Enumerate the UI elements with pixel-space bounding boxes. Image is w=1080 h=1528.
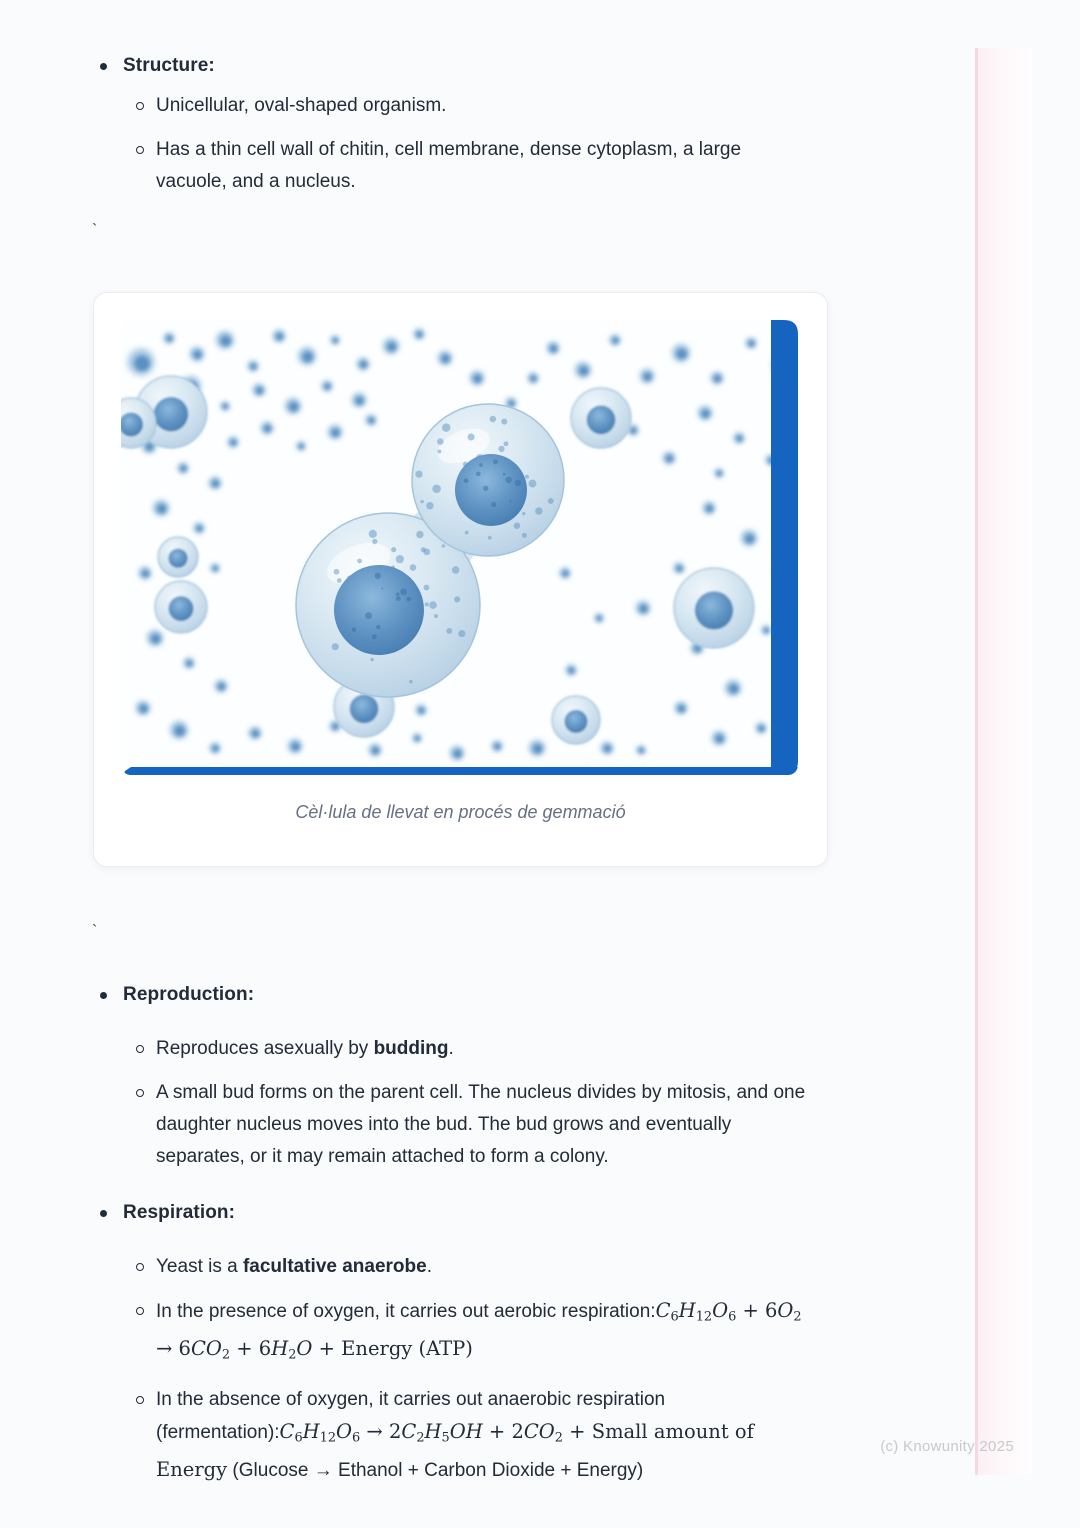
list-item xyxy=(136,90,828,122)
structure-heading: Structure: xyxy=(123,55,215,76)
structure-heading-row xyxy=(100,50,828,82)
reproduction-heading-row xyxy=(100,979,828,1011)
copyright-watermark: (c) Knowunity 2025 xyxy=(880,1438,1014,1455)
structure-list xyxy=(136,90,828,198)
circle-bullet-icon xyxy=(136,1263,144,1271)
respiration-heading-row xyxy=(100,1197,828,1229)
yeast-figure-svg xyxy=(121,320,798,775)
reproduction-heading: Reproduction: xyxy=(123,984,255,1005)
frame-right-bar xyxy=(771,320,798,775)
circle-bullet-icon xyxy=(136,1089,144,1097)
circle-bullet-icon xyxy=(136,146,144,154)
notes-content xyxy=(92,50,828,1499)
list-item xyxy=(136,1384,828,1487)
bullet-dot-icon xyxy=(100,992,107,999)
list-item xyxy=(136,1251,828,1283)
bullet-dot-icon xyxy=(100,1210,107,1217)
respiration-heading: Respiration: xyxy=(123,1202,236,1223)
respiration-item-3: In the absence of oxygen, it carries out anaerobic respiration (fermentation):C6H12O6 → 2C2H5OH + 2CO2 + Small amount of Energy (Glucose → Ethanol + Carbon Dioxide + Energy) xyxy=(156,1388,754,1482)
respiration-list xyxy=(136,1251,828,1487)
list-item xyxy=(136,1033,828,1065)
stray-backtick: ` xyxy=(92,222,98,239)
list-item xyxy=(136,134,828,198)
fermentation-word-equation: (Glucose → Ethanol + Carbon Dioxide + Energy) xyxy=(227,1460,644,1482)
respiration-item-2: In the presence of oxygen, it carries out aerobic respiration:C6H12O6 + 6O2 → 6CO2 + 6H2O + Energy (ATP) xyxy=(156,1299,802,1363)
frame-bottom-strip xyxy=(125,767,799,775)
yeast-budding-image xyxy=(121,320,798,775)
section-reproduction xyxy=(100,979,828,1173)
section-structure xyxy=(100,50,828,198)
figure-card xyxy=(93,292,828,867)
reproduction-list xyxy=(136,1033,828,1173)
figure-caption: Cèl·lula de llevat en procés de gemmació xyxy=(295,802,626,822)
structure-item-1: Unicellular, oval-shaped organism. xyxy=(156,95,447,116)
circle-bullet-icon xyxy=(136,1045,144,1053)
structure-item-2: Has a thin cell wall of chitin, cell membrane, dense cytoplasm, a large vacuole, and a nucleus. xyxy=(156,139,742,192)
page-edge-line xyxy=(975,48,978,1475)
circle-bullet-icon xyxy=(136,1307,144,1315)
circle-bullet-icon xyxy=(136,102,144,110)
aerobic-respiration-formula: C6H12O6 + 6O2 → 6CO2 + 6H2O + Energy (ATP) xyxy=(156,1299,802,1363)
page-edge-panel xyxy=(978,48,1032,1475)
reproduction-item-2: A small bud forms on the parent cell. The nucleus divides by mitosis, and one daughter nucleus moves into the bud. The bud grows and eventually separates, or it may remain attached to form a colony. xyxy=(156,1082,806,1167)
list-item xyxy=(136,1295,828,1372)
section-respiration xyxy=(100,1197,828,1487)
list-item xyxy=(136,1077,828,1173)
anaerobic-respiration-formula: C6H12O6 → 2C2H5OH + 2CO2 + Small amount of Energy xyxy=(156,1419,754,1482)
circle-bullet-icon xyxy=(136,1396,144,1404)
respiration-item-1: Yeast is a facultative anaerobe. xyxy=(156,1256,432,1277)
bullet-dot-icon xyxy=(100,63,107,70)
reproduction-item-1: Reproduces asexually by budding. xyxy=(156,1038,454,1059)
stray-backtick: ` xyxy=(92,923,98,940)
